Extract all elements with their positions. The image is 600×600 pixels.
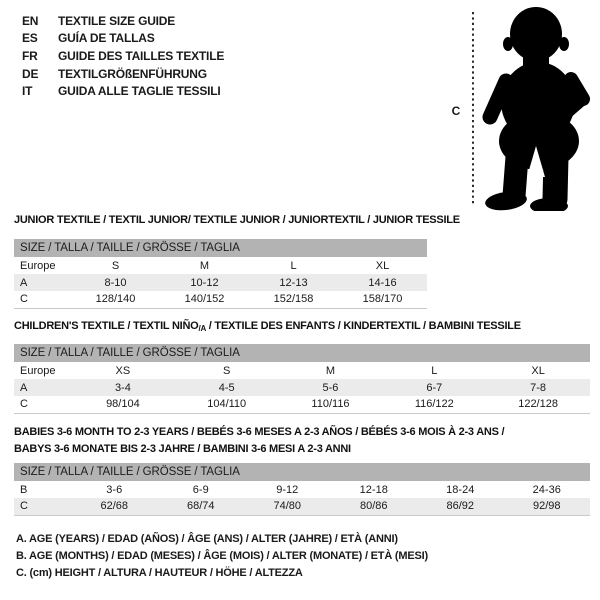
size-value: 3-4 bbox=[114, 381, 131, 394]
size-value: 98/104 bbox=[106, 398, 140, 411]
size-value: 104/110 bbox=[207, 398, 247, 411]
size-value: 122/128 bbox=[518, 398, 558, 411]
size-value: 6-7 bbox=[426, 381, 443, 394]
children-table-title bbox=[14, 320, 521, 333]
table-row bbox=[14, 396, 590, 413]
size-value: 80/86 bbox=[359, 500, 388, 513]
size-header-bar: SIZE / TALLA / TAILLE / GRÖSSE / TAGLIA bbox=[14, 344, 590, 362]
toddler-silhouette-icon bbox=[465, 5, 597, 211]
size-value: 74/80 bbox=[273, 500, 302, 513]
row-label: B bbox=[20, 483, 28, 496]
size-value: 86/92 bbox=[446, 500, 475, 513]
junior-size-table bbox=[14, 239, 427, 309]
language-title-block bbox=[22, 12, 224, 100]
size-value: 92/98 bbox=[532, 500, 561, 513]
title-line-1: BABIES 3-6 MONTH TO 2-3 YEARS / BEBÉS 3-6 MESES A 2-3 AÑOS / BÉBÉS 3-6 MOIS À 2-3 ANS / bbox=[14, 426, 505, 438]
size-value: 152/158 bbox=[273, 293, 314, 306]
size-value: 7-8 bbox=[530, 381, 547, 394]
table-row bbox=[14, 481, 590, 498]
row-label: C bbox=[20, 500, 28, 513]
height-measure-label: C bbox=[451, 104, 461, 118]
size-value: 4-5 bbox=[218, 381, 235, 394]
size-value: S bbox=[223, 364, 231, 377]
size-value: 128/140 bbox=[95, 293, 136, 306]
legend-notes bbox=[16, 531, 428, 582]
size-value: 8-10 bbox=[104, 276, 127, 289]
table-row bbox=[14, 379, 590, 396]
table-row bbox=[14, 498, 590, 515]
size-value: 10-12 bbox=[190, 276, 219, 289]
table-row bbox=[14, 257, 427, 274]
lang-label: TEXTILE SIZE GUIDE bbox=[58, 13, 176, 28]
title-line-2: BABYS 3-6 MONATE BIS 2-3 JAHRE / BAMBINI 3-6 MESI A 2-3 ANNI bbox=[14, 443, 351, 455]
lang-code: DE bbox=[22, 66, 39, 81]
lang-row-es bbox=[22, 30, 224, 48]
children-size-table bbox=[14, 344, 590, 414]
lang-label: GUIDA ALLE TAGLIE TESSILI bbox=[58, 84, 221, 99]
size-value: 9-12 bbox=[276, 483, 299, 496]
size-value: 18-24 bbox=[446, 483, 475, 496]
size-value: M bbox=[199, 259, 210, 272]
title-subscript: /A bbox=[198, 324, 206, 333]
table-row bbox=[14, 362, 590, 379]
lang-row-en bbox=[22, 12, 224, 30]
size-value: 158/170 bbox=[362, 293, 403, 306]
size-value: XL bbox=[531, 364, 545, 377]
size-value: 6-9 bbox=[192, 483, 209, 496]
size-value: 24-36 bbox=[532, 483, 561, 496]
size-value: 116/122 bbox=[414, 398, 454, 411]
lang-code: IT bbox=[22, 84, 33, 99]
lang-label: TEXTILGRÖßENFÜHRUNG bbox=[58, 66, 207, 81]
babies-table-title bbox=[14, 424, 504, 458]
size-header-bar: SIZE / TALLA / TAILLE / GRÖSSE / TAGLIA bbox=[14, 463, 590, 481]
note-c: C. (cm) HEIGHT / ALTURA / HAUTEUR / HÖHE / ALTEZZA bbox=[16, 567, 303, 579]
size-value: 12-13 bbox=[279, 276, 308, 289]
table-row bbox=[14, 274, 427, 291]
lang-row-fr bbox=[22, 47, 224, 65]
lang-code: FR bbox=[22, 48, 38, 63]
size-value: 3-6 bbox=[106, 483, 123, 496]
note-b: B. AGE (MONTHS) / EDAD (MESES) / ÂGE (MOIS) / ALTER (MONATE) / ETÀ (MESI) bbox=[16, 550, 428, 562]
size-value: 62/68 bbox=[100, 500, 129, 513]
lang-row-de bbox=[22, 65, 224, 83]
row-label: A bbox=[20, 381, 28, 394]
size-value: 5-6 bbox=[322, 381, 339, 394]
row-label: A bbox=[20, 276, 28, 289]
lang-label: GUIDE DES TAILLES TEXTILE bbox=[58, 48, 225, 63]
row-label: C bbox=[20, 293, 28, 306]
size-value: S bbox=[111, 259, 120, 272]
size-value: 140/152 bbox=[184, 293, 225, 306]
lang-code: EN bbox=[22, 13, 39, 28]
junior-table-title: JUNIOR TEXTILE / TEXTIL JUNIOR/ TEXTILE JUNIOR / JUNIORTEXTIL / JUNIOR TESSILE bbox=[14, 214, 460, 226]
size-value: L bbox=[290, 259, 297, 272]
size-value: M bbox=[325, 364, 336, 377]
row-label: Europe bbox=[20, 364, 56, 377]
size-value: XS bbox=[115, 364, 131, 377]
lang-row-it bbox=[22, 82, 224, 100]
size-value: XL bbox=[375, 259, 390, 272]
row-label: Europe bbox=[20, 259, 56, 272]
title-text: CHILDREN'S TEXTILE / TEXTIL NIÑO bbox=[14, 320, 199, 332]
lang-code: ES bbox=[22, 31, 38, 46]
title-text: / TEXTILE DES ENFANTS / KINDERTEXTIL / BAMBINI TESSILE bbox=[205, 320, 521, 332]
lang-label: GUÍA DE TALLAS bbox=[58, 31, 155, 46]
row-label: C bbox=[20, 398, 28, 411]
size-value: L bbox=[431, 364, 438, 377]
note-a: A. AGE (YEARS) / EDAD (AÑOS) / ÂGE (ANS) / ALTER (JAHRE) / ETÀ (ANNI) bbox=[16, 533, 398, 545]
size-value: 14-16 bbox=[368, 276, 397, 289]
size-value: 110/116 bbox=[311, 398, 350, 411]
size-value: 68/74 bbox=[186, 500, 215, 513]
table-row bbox=[14, 291, 427, 308]
size-value: 12-18 bbox=[359, 483, 388, 496]
size-header-bar: SIZE / TALLA / TAILLE / GRÖSSE / TAGLIA bbox=[14, 239, 427, 257]
toddler-silhouette bbox=[484, 7, 583, 211]
babies-size-table bbox=[14, 463, 590, 516]
